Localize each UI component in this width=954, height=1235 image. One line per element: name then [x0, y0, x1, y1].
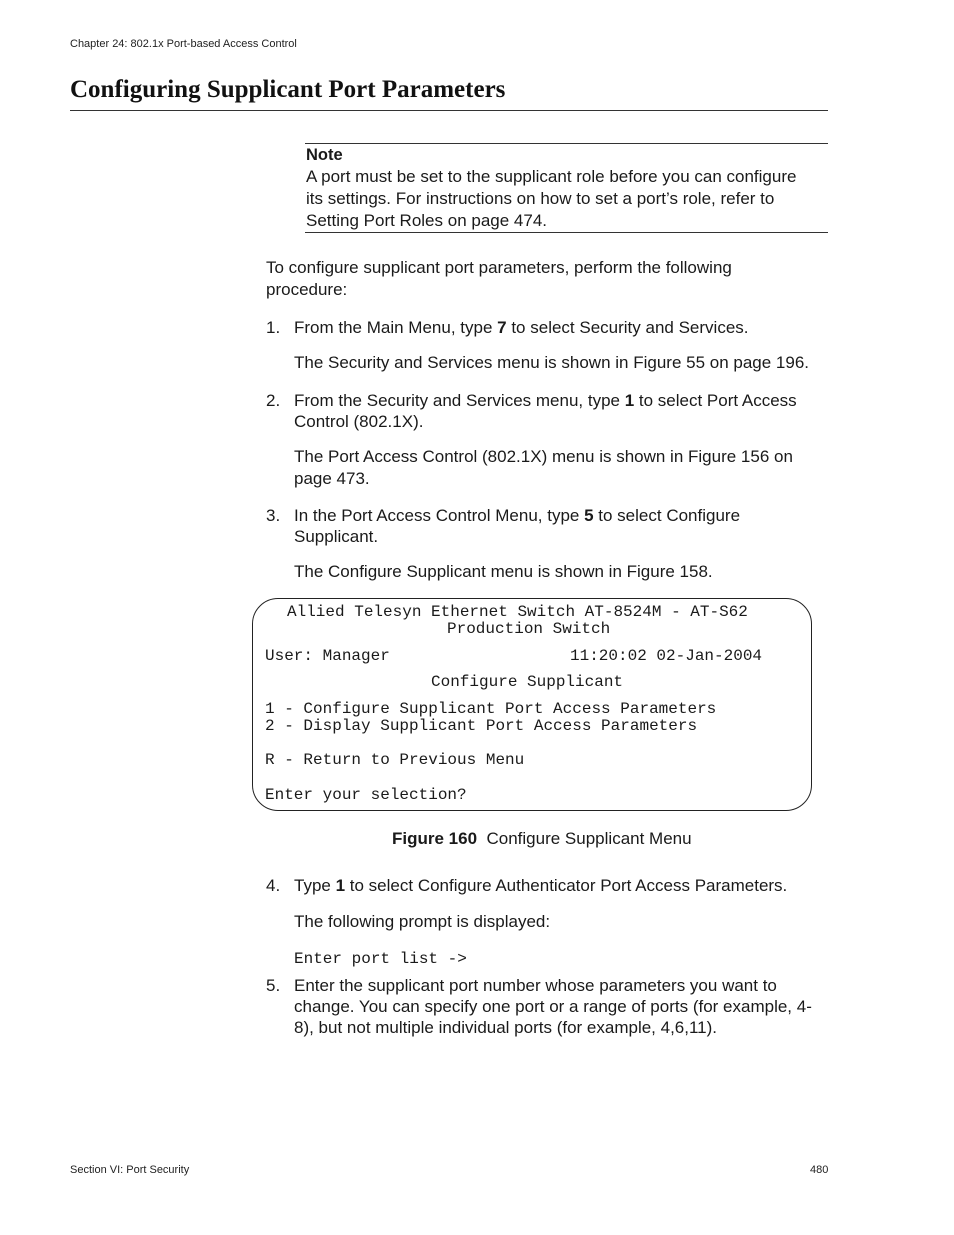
figure-caption: Figure 160 Configure Supplicant Menu: [392, 829, 692, 848]
running-header: Chapter 24: 802.1x Port-based Access Control: [70, 38, 297, 50]
note-text: [306, 166, 826, 232]
step-2-text: From the Security and Services menu, type 1 to select Port Access Control (802.1X).: [294, 391, 797, 431]
terminal-menu-title: Configure Supplicant: [431, 673, 624, 691]
page-title: Configuring Supplicant Port Parameters: [70, 76, 506, 103]
note-label: Note: [306, 146, 343, 164]
terminal-option-2: 2 - Display Supplicant Port Access Parameters: [265, 717, 698, 735]
page-number: 480: [810, 1164, 829, 1176]
step-2-key: 1: [624, 391, 635, 410]
figure-label: Figure 160: [392, 829, 478, 848]
note-line: Setting Port Roles on page 474.: [306, 211, 547, 230]
step-4-text: Type 1 to select Configure Authenticator Port Access Parameters.: [294, 876, 788, 895]
step-1-number: 1.: [266, 318, 281, 337]
footer-section: Section VI: Port Security: [70, 1164, 190, 1176]
terminal-option-return: R - Return to Previous Menu: [265, 751, 525, 769]
step-5-number: 5.: [266, 976, 281, 995]
step-1-text: From the Main Menu, type 7 to select Security and Services.: [294, 318, 749, 337]
terminal-prompt: Enter your selection?: [265, 786, 467, 804]
note-line: its settings. For instructions on how to set a port’s role, refer to: [306, 189, 775, 208]
step-4-number: 4.: [266, 876, 281, 895]
terminal-datetime: 11:20:02 02-Jan-2004: [570, 647, 763, 665]
note-line: A port must be set to the supplicant role before you can configure: [306, 167, 797, 186]
step-2-number: 2.: [266, 391, 281, 410]
terminal-switch-name: Production Switch: [447, 620, 611, 638]
step-5-text: Enter the supplicant port number whose parameters you want to change. You can specify one port or a range of ports (for example, 4- 8), but not multiple individual ports (for example, 4,6,11).: [294, 976, 812, 1037]
step-3-result: The Configure Supplicant menu is shown in Figure 158.: [294, 562, 713, 581]
step-3-number: 3.: [266, 506, 281, 525]
intro-line: procedure:: [266, 280, 348, 299]
step-1-key: 7: [497, 318, 507, 337]
title-rule: [70, 110, 828, 111]
step-2-result: The Port Access Control (802.1X) menu is shown in Figure 156 on page 473.: [294, 447, 793, 488]
terminal-banner: Allied Telesyn Ethernet Switch AT-8524M - AT-S62: [287, 603, 748, 621]
port-list-prompt: Enter port list ->: [294, 950, 467, 968]
step-3-text: In the Port Access Control Menu, type 5 to select Configure Supplicant.: [294, 506, 741, 546]
intro-paragraph: [266, 257, 786, 301]
terminal-option-1: 1 - Configure Supplicant Port Access Parameters: [265, 700, 717, 718]
step-4-result: The following prompt is displayed:: [294, 912, 551, 931]
terminal-user: User: Manager: [265, 647, 390, 665]
step-4-key: 1: [335, 876, 346, 895]
step-3-key: 5: [584, 506, 594, 525]
step-1-result: The Security and Services menu is shown in Figure 55 on page 196.: [294, 353, 810, 372]
intro-line: To configure supplicant port parameters, perform the following: [266, 258, 732, 277]
